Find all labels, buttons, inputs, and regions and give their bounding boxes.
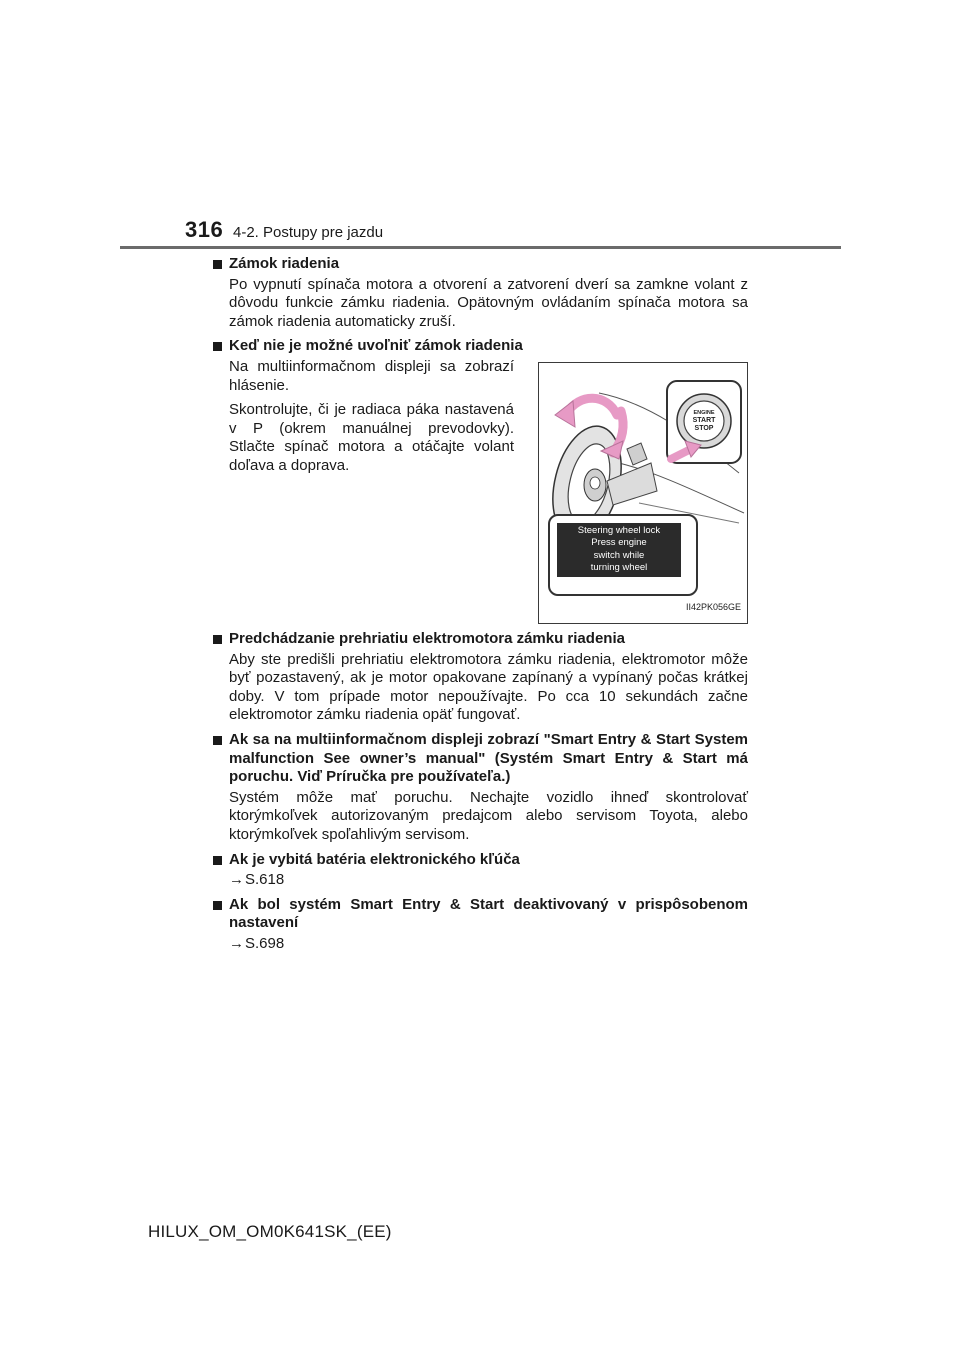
steering-wheel-illustration — [539, 363, 747, 623]
square-bullet-icon — [213, 856, 222, 865]
display-line: Press engine — [591, 537, 647, 549]
document-code: HILUX_OM_OM0K641SK_(EE) — [148, 1222, 392, 1241]
page-reference-link[interactable]: S.618 — [245, 871, 285, 889]
item-body-with-figure — [212, 358, 748, 624]
button-label-stop: STOP — [694, 424, 714, 432]
display-line: switch while — [593, 549, 645, 561]
item-title: Predchádzanie prehriatiu elektromotora zámku riadenia — [229, 629, 625, 647]
item-title: Ak bol systém Smart Entry & Start deaktivovaný v prispôsobenom nastavení — [229, 895, 748, 932]
item-body: Aby ste predišli prehriatiu elektromotora zámku riadenia, elektromotor môže byť pozastavený, ak je motor opakovane zapínaný a vypínaný počas krátkej doby. V tom prípade motor nepoužívajte. Po cca 10 sekundách začne elektromotor zámku riadenia opäť fungovať. — [229, 650, 748, 724]
button-label-engine: ENGINE — [693, 409, 715, 416]
item-body: Systém môže mať poruchu. Nechajte vozidlo ihneď skontrolovať ktorýmkoľvek autorizovaným predajcom alebo servisom Toyota, alebo ktorýmkoľvek spoľahlivým servisom. — [229, 788, 748, 843]
square-bullet-icon — [213, 736, 222, 745]
item-title: Ak je vybitá batéria elektronického kľúča — [229, 850, 520, 868]
arrow-right-icon: → — [229, 934, 244, 952]
button-label-start: START — [692, 416, 716, 424]
paragraph: Skontrolujte, či je radiaca páka nastavená v P (okrem manuálnej prevodovky). Stlačte spínač motora a otáčajte volant doľava a doprava. — [229, 401, 514, 474]
page-number: 316 — [185, 217, 224, 242]
item-steering-lock — [212, 255, 748, 331]
item-body: Po vypnutí spínača motora a otvorení a zatvorení dverí sa zamkne volant z dôvodu funkcie zámku riadenia. Opätovným ovládaním spínača motora sa zámok riadenia automaticky zruší. — [229, 275, 748, 330]
display-line: Steering wheel lock — [577, 524, 661, 536]
item-title: Keď nie je možné uvoľniť zámok riadenia — [229, 337, 523, 355]
multi-info-display — [557, 523, 681, 577]
content — [212, 255, 748, 959]
arrow-right-icon: → — [229, 871, 244, 889]
page-reference-link[interactable]: S.698 — [245, 934, 285, 952]
item-system-deactivated — [212, 896, 748, 954]
header-rule — [120, 246, 841, 249]
item-unlock-failure — [212, 337, 748, 624]
item-key-battery — [212, 851, 748, 890]
paragraph: Na multiinformačnom displeji sa zobrazí hlásenie. — [229, 357, 514, 394]
display-line: turning wheel — [590, 562, 648, 574]
square-bullet-icon — [213, 260, 222, 269]
item-system-malfunction — [212, 731, 748, 845]
item-title: Zámok riadenia — [229, 255, 340, 272]
item-overheat-prevention — [212, 630, 748, 725]
square-bullet-icon — [213, 635, 222, 644]
square-bullet-icon — [213, 901, 222, 910]
item-title: Ak sa na multiinformačnom displeji zobrazí "Smart Entry & Start System malfunction See owner’s manual" (Systém Smart Entry & Start má poruchu. Viď Príručka pre používateľa.) — [229, 730, 748, 786]
steering-wheel-figure — [538, 362, 748, 624]
square-bullet-icon — [213, 342, 222, 351]
figure-code: II42PK056GE — [685, 602, 741, 613]
section-title: 4-2. Postupy pre jazdu — [233, 224, 384, 241]
